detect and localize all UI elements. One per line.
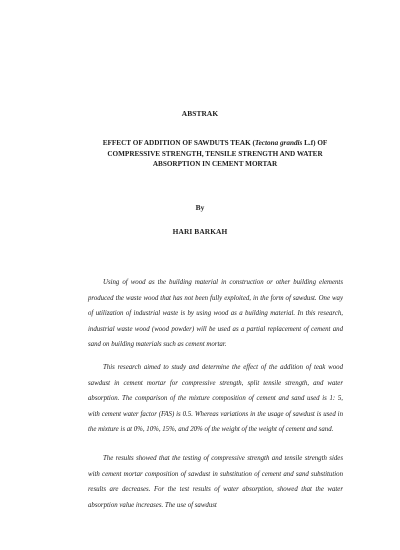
title-species: Tectona grandis: [254, 139, 303, 147]
abstract-paragraph-2: This research aimed to study and determine the effect of the addition of teak wood sawdust in cement mortar for compressive strength, split tensile strength, and water absorption. The comparison of the mixture composition of cement and sand used is 1: 5, with cement water factor (FAS) is 0.5. Whereas variations in the usage of sawdust is used in the mixture is at 0%, 10%, 15%, and 20% of the weight of the weight of cement and sand.: [88, 364, 343, 434]
title-part-1: EFFECT OF ADDITION OF SAWDUTS TEAK (: [102, 139, 255, 147]
author-name: HARI BARKAH: [172, 227, 228, 236]
abstract-heading: ABSTRAK: [181, 109, 219, 118]
paper-title: [84, 138, 346, 170]
by-label: By: [195, 203, 205, 212]
title-part-2: L.f) OF COMPRESSIVE STRENGTH, TENSILE STRENGTH AND WATER ABSORPTION IN CEMENT MORTAR: [107, 139, 328, 168]
abstract-paragraph-1: Using of wood as the building material in construction or other building elements produced the waste wood that has not been fully exploited, in the form of sawdust. One way of utilization of industrial waste is by using wood as a building material. In this research, industrial waste wood (wood powder) will be used as a partial replacement of cement and sand on building materials such as cement mortar.: [88, 279, 343, 349]
abstract-paragraph-3: The results showed that the testing of compressive strength and tensile strength sides with cement mortar composition of sawdust in substitution of cement and sand substitution results are decreases. For the test results of water absorption, showed that the water absorption value increases. The use of sawdust: [88, 455, 343, 509]
